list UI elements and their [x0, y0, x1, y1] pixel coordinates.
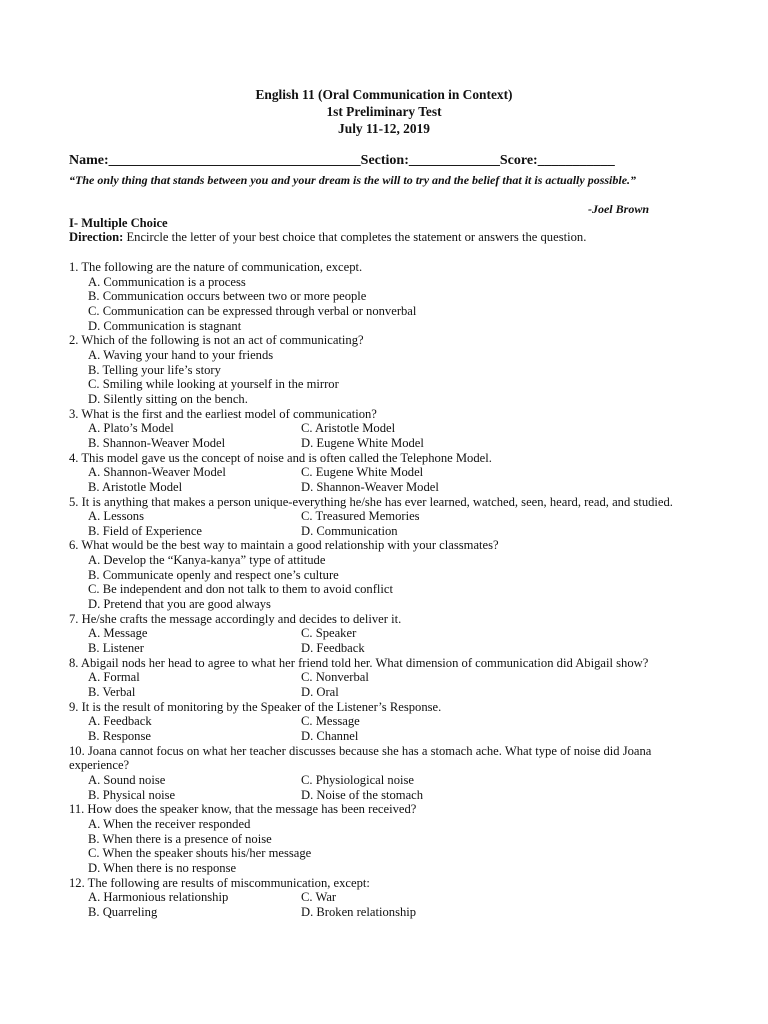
- answer-option[interactable]: A. Communication is a process: [88, 274, 246, 289]
- question-stem: 8. Abigail nods her head to agree to what her friend told her. What dimension of communication did Abigail show?: [69, 655, 649, 670]
- answer-option[interactable]: A. When the receiver responded: [88, 816, 251, 831]
- answer-option[interactable]: C. When the speaker shouts his/her message: [88, 846, 312, 861]
- question-stem: 7. He/she crafts the message accordingly and decides to deliver it.: [69, 611, 402, 626]
- question-stem: 9. It is the result of monitoring by the Speaker of the Listener’s Response.: [69, 699, 442, 714]
- name-field[interactable]: ____________________________________: [108, 153, 361, 168]
- answer-option[interactable]: D. Silently sitting on the bench.: [88, 391, 248, 406]
- question-item: [69, 876, 709, 920]
- student-info-row: [69, 154, 659, 169]
- question-item: [69, 744, 709, 803]
- question-stem: 10. Joana cannot focus on what her teacher discusses because she has a stomach ache. What type of noise did Joana experience?: [69, 743, 652, 773]
- direction-body: Encircle the letter of your best choice that completes the statement or answers the question.: [123, 230, 587, 244]
- answer-option[interactable]: B. Response: [88, 729, 151, 743]
- question-item: [69, 495, 709, 539]
- question-stem: 12. The following are results of miscommunication, except:: [69, 875, 370, 890]
- answer-option[interactable]: D. Pretend that you are good always: [88, 597, 271, 612]
- answer-option[interactable]: B. Telling your life’s story: [88, 362, 221, 377]
- options-grid: [69, 714, 709, 743]
- test-header: [0, 0, 768, 137]
- answer-option[interactable]: C. Treasured Memories: [301, 509, 420, 524]
- question-item: [69, 451, 709, 495]
- answer-option[interactable]: A. Develop the “Kanya-kanya” type of attitude: [88, 553, 326, 568]
- answer-option[interactable]: B. Aristotle Model: [88, 479, 183, 494]
- answer-option[interactable]: B. Shannon-Weaver Model: [88, 435, 226, 450]
- question-stem: 3. What is the first and the earliest model of communication?: [69, 406, 377, 421]
- options-grid: [69, 890, 709, 919]
- question-item: [69, 260, 709, 333]
- answer-option[interactable]: D. Feedback: [301, 641, 365, 656]
- question-item: [69, 407, 709, 451]
- name-label: Name:: [69, 153, 109, 168]
- answer-option[interactable]: D. Oral: [301, 685, 339, 700]
- question-item: [69, 656, 709, 700]
- answer-option[interactable]: A. Shannon-Weaver Model: [88, 465, 226, 480]
- score-label: Score:: [499, 153, 538, 168]
- section-field[interactable]: _____________: [408, 153, 500, 168]
- question-stem: 2. Which of the following is not an act of communicating?: [69, 333, 364, 348]
- answer-option[interactable]: B. Field of Experience: [88, 523, 203, 538]
- answer-option[interactable]: D. Eugene White Model: [301, 435, 424, 450]
- answer-option[interactable]: D. Broken relationship: [301, 904, 417, 919]
- answer-option[interactable]: D. Shannon-Weaver Model: [301, 479, 439, 494]
- options-grid: [69, 626, 709, 655]
- direction-label: Direction:: [69, 230, 124, 244]
- question-item: [69, 700, 709, 744]
- answer-option[interactable]: C. Speaker: [301, 626, 357, 641]
- answer-option[interactable]: A. Waving your hand to your friends: [88, 347, 274, 362]
- question-item: [69, 538, 709, 611]
- answer-option[interactable]: D. Noise of the stomach: [301, 787, 424, 802]
- quote-author: -Joel Brown: [587, 202, 649, 216]
- answer-option[interactable]: A. Harmonious relationship: [88, 890, 229, 905]
- answer-option[interactable]: B. Verbal: [88, 685, 136, 700]
- section-label: Section:: [360, 153, 409, 168]
- answer-option[interactable]: A. Lessons: [88, 509, 144, 524]
- answer-option[interactable]: B. Physical noise: [88, 787, 176, 802]
- answer-option[interactable]: D. When there is no response: [88, 860, 237, 875]
- question-stem: 6. What would be the best way to maintain a good relationship with your classmates?: [69, 538, 499, 553]
- answer-option[interactable]: C. Aristotle Model: [301, 421, 396, 436]
- question-item: [69, 333, 709, 406]
- answer-option[interactable]: C. War: [301, 890, 337, 905]
- question-stem: 1. The following are the nature of communication, except.: [69, 260, 363, 274]
- answer-option[interactable]: A. Plato’s Model: [88, 421, 174, 436]
- test-subtitle: 1st Preliminary Test: [326, 104, 442, 119]
- answer-option[interactable]: B. Communicate openly and respect one’s culture: [88, 567, 339, 582]
- answer-option[interactable]: C. Nonverbal: [301, 670, 369, 685]
- answer-option[interactable]: C. Smiling while looking at yourself in the mirror: [88, 377, 339, 392]
- answer-option[interactable]: C. Communication can be expressed through verbal or nonverbal: [88, 303, 417, 318]
- answer-option[interactable]: C. Message: [301, 714, 360, 729]
- answer-option[interactable]: C. Be independent and don not talk to them to avoid conflict: [88, 582, 393, 597]
- answer-option[interactable]: B. Communication occurs between two or more people: [88, 289, 367, 304]
- section-title: I- Multiple Choice: [69, 216, 168, 230]
- test-title: English 11 (Oral Communication in Context): [255, 87, 513, 102]
- answer-option[interactable]: C. Physiological noise: [301, 772, 414, 787]
- motivational-quote: “The only thing that stands between you and your dream is the will to try and the belief that it is actually possible.”: [69, 173, 637, 187]
- options-grid: [69, 670, 709, 699]
- options-grid: [69, 773, 709, 802]
- answer-option[interactable]: B. Quarreling: [88, 904, 158, 919]
- question-item: [69, 612, 709, 656]
- question-stem: 4. This model gave us the concept of noise and is often called the Telephone Model.: [69, 450, 492, 465]
- answer-option[interactable]: B. Listener: [88, 641, 144, 656]
- options-grid: [69, 465, 709, 494]
- options-grid: [69, 509, 709, 538]
- options-grid: [69, 421, 709, 450]
- answer-option[interactable]: D. Channel: [301, 729, 359, 743]
- question-item: [69, 802, 709, 875]
- answer-option[interactable]: D. Communication: [301, 523, 398, 538]
- question-stem: 11. How does the speaker know, that the message has been received?: [69, 802, 417, 817]
- score-field[interactable]: ___________: [537, 153, 615, 168]
- answer-option[interactable]: B. When there is a presence of noise: [88, 831, 272, 846]
- question-list: [69, 260, 709, 920]
- answer-option[interactable]: C. Eugene White Model: [301, 465, 424, 480]
- answer-option[interactable]: D. Communication is stagnant: [88, 318, 242, 333]
- answer-option[interactable]: A. Feedback: [88, 714, 152, 729]
- direction-text: [69, 230, 586, 245]
- question-stem: 5. It is anything that makes a person unique-everything he/she has ever learned, watched, seen, heard, read, and studied.: [69, 494, 673, 509]
- answer-option[interactable]: A. Formal: [88, 670, 140, 685]
- test-date: July 11-12, 2019: [338, 121, 430, 136]
- answer-option[interactable]: A. Message: [88, 626, 148, 641]
- answer-option[interactable]: A. Sound noise: [88, 772, 166, 787]
